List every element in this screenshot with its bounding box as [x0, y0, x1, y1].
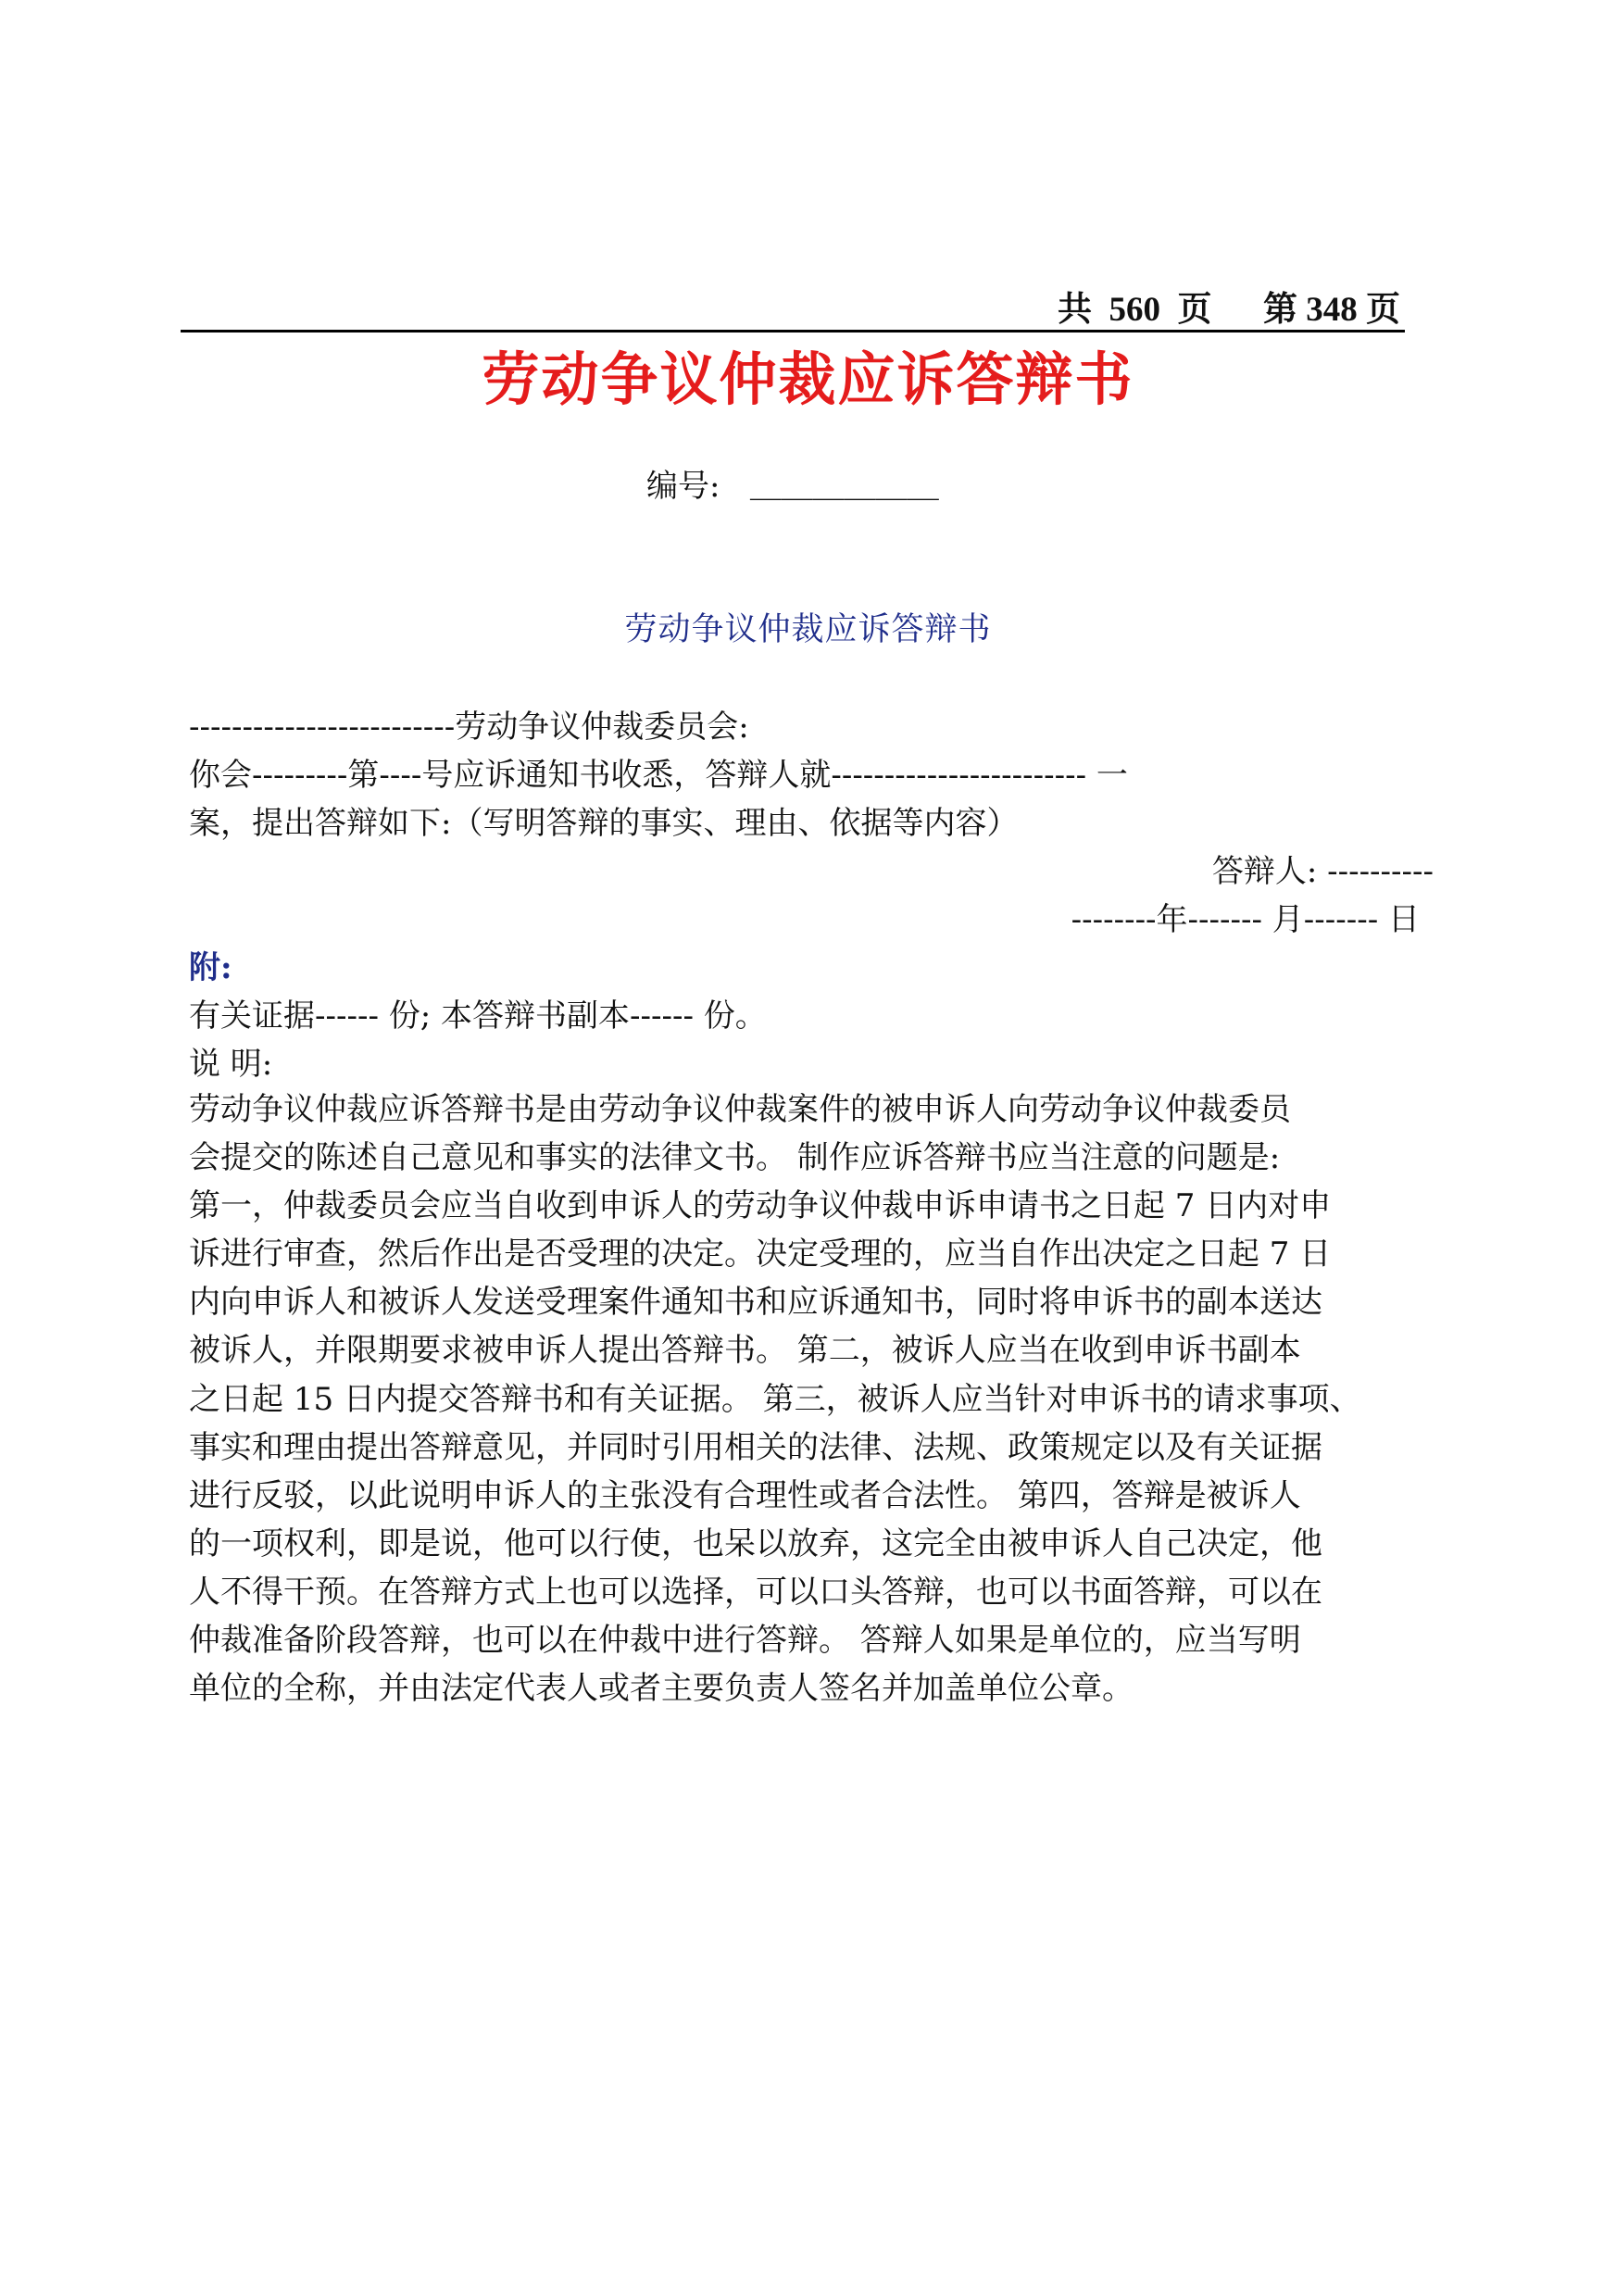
notes-label: 说 明:: [189, 1046, 273, 1083]
notes-line: 劳动争议仲裁应诉答辩书是由劳动争议仲裁案件的被申诉人向劳动争议仲裁委员: [189, 1091, 1291, 1128]
doc-number: 编号: ＿＿＿＿＿＿: [646, 468, 939, 505]
notes-line: 会提交的陈述自己意见和事实的法律文书。 制作应诉答辩书应当注意的问题是:: [189, 1139, 1281, 1177]
notes-body: [189, 1085, 1434, 1713]
notes-line: 第一，仲裁委员会应当自收到申诉人的劳动争议仲裁申诉申请书之日起 7 日内对申: [189, 1187, 1332, 1225]
notice-line: 你会---------第----号应诉通知书收悉，答辩人就------------------------ 一: [189, 757, 1128, 794]
header-rule: [181, 330, 1405, 332]
addressee-line: -------------------------劳动争议仲裁委员会:: [189, 709, 749, 746]
page-count: 共 560 页 第 348 页: [1058, 291, 1400, 329]
notes-line: 诉进行审查，然后作出是否受理的决定。决定受理的，应当自作出决定之日起 7 日: [189, 1236, 1332, 1273]
notes-line: 的一项权利，即是说，他可以行使，也呆以放弃，这完全由被申诉人自己决定，他: [189, 1524, 1322, 1562]
notes-line: 进行反驳，以此说明申诉人的主张没有合理性或者合法性。 第四，答辩是被诉人: [189, 1476, 1301, 1514]
document-subtitle: 劳动争议仲裁应诉答辩书: [624, 611, 992, 648]
notes-line: 事实和理由提出答辩意见，并同时引用相关的法律、法规、政策规定以及有关证据: [189, 1428, 1322, 1466]
notes-line: 被诉人，并限期要求被申诉人提出答辩书。 第二，被诉人应当在收到申诉书副本: [189, 1332, 1301, 1370]
notes-line: 人不得干预。在答辩方式上也可以选择，可以口头答辩，也可以书面答辩，可以在: [189, 1573, 1322, 1611]
attachment-label: 附:: [189, 949, 232, 986]
defense-intro-line: 案，提出答辩如下:（写明答辩的事实、理由、依据等内容）: [189, 805, 1019, 842]
page-header: [181, 281, 1405, 329]
notes-line: 之日起 15 日内提交答辩书和有关证据。 第三，被诉人应当针对申诉书的请求事项、: [189, 1380, 1361, 1418]
notes-line: 单位的全称，并由法定代表人或者主要负责人签名并加盖单位公章。: [189, 1670, 1134, 1708]
signer-line: 答辩人: ----------: [1211, 853, 1434, 890]
attachment-items: 有关证据------ 份; 本答辩书副本------ 份。: [189, 997, 767, 1035]
date-line: --------年------- 月------- 日: [1071, 901, 1420, 938]
notes-line: 内向申诉人和被诉人发送受理案件通知书和应诉通知书，同时将申诉书的副本送达: [189, 1284, 1322, 1322]
document-title: 劳动争议仲裁应诉答辩书: [482, 345, 1134, 413]
notes-line: 仲裁准备阶段答辩，也可以在仲裁中进行答辩。 答辩人如果是单位的，应当写明: [189, 1622, 1301, 1660]
